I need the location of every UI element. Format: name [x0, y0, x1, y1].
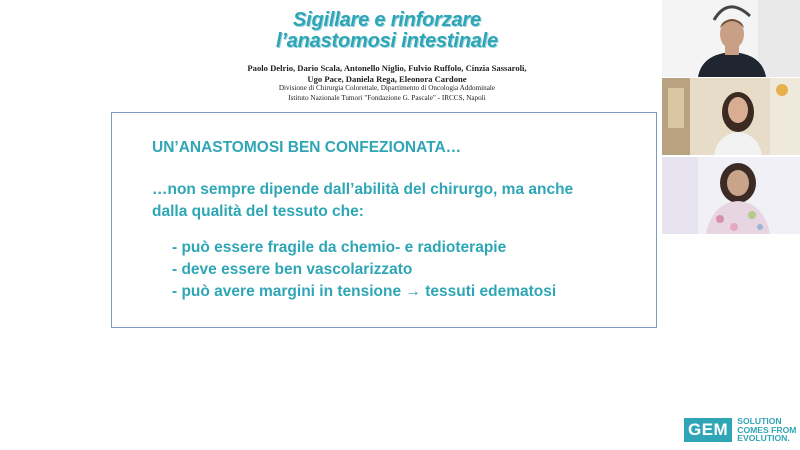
authors-line-1: Paolo Delrio, Dario Scala, Antonello Niglio, Fulvio Ruffolo, Cinzia Sassaroli,	[247, 63, 527, 73]
slide-title-line-1: Sigillare e rinforzare	[293, 9, 481, 31]
slide-title-line-2: l’anastomosi intestinale	[276, 30, 498, 52]
affiliation-line-1: Divisione di Chirurgia Colorettale, Dipartimento di Oncologia Addominale	[278, 84, 496, 92]
affiliation-line-2: Istituto Nazionale Tumori "Fondazione G. Pascale" - IRCCS, Napoli	[288, 93, 486, 102]
bullet-list	[172, 237, 556, 303]
participant-video-strip	[662, 0, 800, 234]
content-intro	[152, 179, 573, 223]
intro-line-1: …non sempre dipende dall’abilità del chirurgo, ma anche	[152, 181, 574, 198]
person-male-icon	[662, 0, 800, 77]
person-female-icon	[662, 78, 800, 155]
content-heading: UN’ANASTOMOSI BEN CONFEZIONATA…	[152, 139, 462, 156]
gem-logo	[684, 417, 796, 443]
participant-video-tile-3[interactable]	[662, 157, 800, 234]
slide-affiliation	[198, 84, 576, 103]
intro-line-2: dalla qualità del tessuto che:	[152, 203, 364, 220]
authors-line-2: Ugo Pace, Daniela Rega, Eleonora Cardone	[307, 74, 467, 84]
bullet-item-1: - può essere fragile da chemio- e radioterapie	[172, 239, 507, 256]
slide-authors	[198, 63, 576, 85]
bullet-item-2: - deve essere ben vascolarizzato	[172, 261, 413, 278]
slogan-line-2: COMES FROM	[737, 424, 797, 435]
content-box	[111, 112, 657, 328]
slide-title	[222, 10, 552, 52]
participant-video-tile-2[interactable]	[662, 78, 800, 155]
bullet-item-3: - può avere margini in tensione → tessuti edematosi	[172, 283, 557, 300]
gem-logo-mark: GEM	[684, 418, 732, 442]
gem-slogan	[737, 417, 796, 443]
person-female-icon	[662, 157, 800, 234]
slogan-line-3: EVOLUTION.	[737, 433, 790, 444]
slogan-line-1: SOLUTION	[737, 416, 782, 426]
participant-video-tile-1[interactable]	[662, 0, 800, 77]
